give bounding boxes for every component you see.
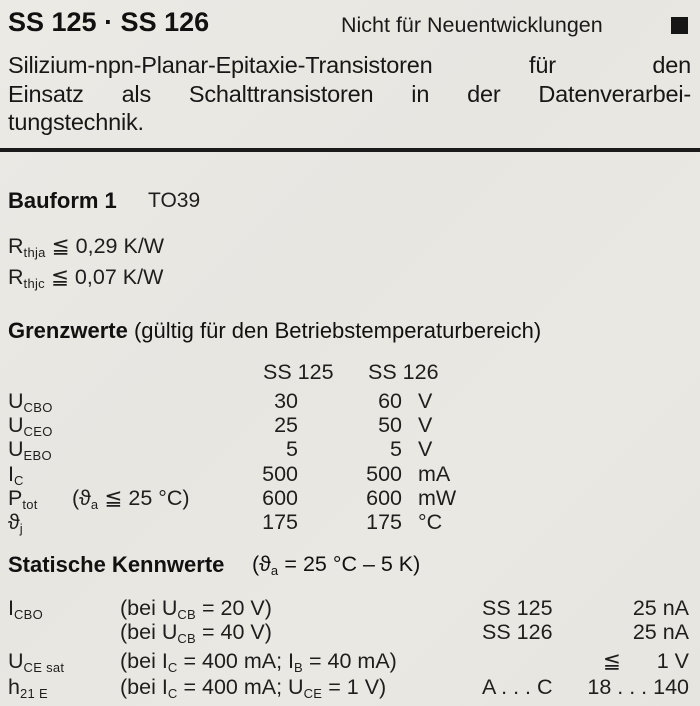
symbol-subscript: CBO (13, 607, 44, 622)
limits-row-tj (8, 510, 692, 534)
value-ss126: 175 (366, 510, 402, 534)
horizontal-rule (0, 148, 700, 152)
condition-text (120, 596, 272, 622)
symbol-subscript: CBO (23, 400, 53, 415)
value-ss125: 175 (262, 510, 298, 534)
value-ss125: 500 (262, 462, 298, 486)
value: 18 . . . 140 (587, 675, 689, 699)
thermal-resistance-block (8, 234, 164, 296)
param-symbol (8, 649, 64, 675)
condition-text (120, 675, 386, 701)
param-symbol (8, 389, 53, 415)
condition-subscript: C (167, 660, 178, 675)
param-symbol (8, 462, 24, 488)
note-subscript: a (270, 563, 279, 578)
static-row-h21e (8, 675, 692, 699)
section-title: Grenzwerte (8, 318, 128, 343)
unit-label: V (418, 413, 433, 437)
unit-label: mW (418, 486, 457, 510)
limits-row-uebo (8, 437, 692, 461)
condition-subscript: C (167, 686, 178, 701)
symbol-subscript: tot (22, 497, 38, 512)
symbol-subscript: C (13, 473, 24, 488)
limits-row-ptot (8, 486, 692, 510)
condition-text (120, 649, 397, 675)
end-of-life-marker-icon (671, 17, 688, 34)
description-paragraph (8, 51, 691, 137)
condition-subscript: B (294, 660, 304, 675)
description-line: Silizium-npn-Planar-Epitaxie-Transistoren für den (8, 52, 691, 78)
condition-part: (bei U (120, 596, 178, 620)
value-ss126: 5 (390, 437, 402, 461)
condition-part: = 400 mA; U (177, 675, 304, 699)
symbol-base: ϑ (8, 510, 20, 534)
value-ss125: 5 (286, 437, 298, 461)
symbol-base: U (8, 649, 24, 673)
symbol-subscript: 21 E (19, 686, 48, 701)
value-ss126: 50 (378, 413, 402, 437)
condition-part: (ϑ (72, 486, 91, 510)
limits-row-uceo (8, 413, 692, 437)
note-part: (ϑ (252, 552, 271, 576)
package-type: TO39 (148, 189, 201, 212)
column-header-ss125: SS 125 (263, 360, 334, 384)
symbol-base: U (8, 389, 24, 413)
thermal-resistance-ja (8, 234, 164, 265)
package-row (8, 188, 201, 214)
param-symbol (8, 596, 43, 622)
symbol-subscript: thjc (23, 276, 45, 291)
condition-text (120, 620, 272, 646)
condition-subscript: CE (303, 686, 323, 701)
symbol-base: P (8, 486, 23, 510)
condition-part: (bei I (120, 675, 168, 699)
symbol-base: I (8, 596, 14, 620)
condition-part: = 400 mA; I (177, 649, 295, 673)
unit-label: mA (418, 462, 451, 486)
param-symbol (8, 486, 38, 512)
symbol-base: R (8, 234, 24, 258)
description-line: tungstechnik. (8, 109, 144, 135)
type-label: SS 126 (482, 620, 553, 644)
unit-label: V (418, 389, 433, 413)
condition-part: ≦ 25 °C) (98, 486, 190, 510)
gain-group-range: A . . . C (482, 675, 553, 699)
param-symbol (8, 413, 53, 439)
condition-part: = 40 V) (196, 620, 272, 644)
condition-part: (bei U (120, 620, 178, 644)
page-title: SS 125 · SS 126 (8, 7, 210, 37)
condition-part: = 1 V) (322, 675, 387, 699)
param-symbol (8, 510, 23, 536)
unit-label: °C (418, 510, 443, 534)
symbol-base: h (8, 675, 20, 699)
condition-subscript: CB (177, 607, 197, 622)
section-note: (gültig für den Betriebstemperaturbereich) (127, 318, 542, 343)
condition-subscript: CB (177, 631, 197, 646)
value: 25 nA (632, 620, 689, 644)
limits-row-ucbo (8, 389, 692, 413)
param-symbol (8, 437, 52, 463)
value-ss125: 600 (262, 486, 298, 510)
thermal-resistance-jc (8, 265, 164, 296)
value: ≦ 1 V (602, 649, 689, 673)
value-ss126: 600 (366, 486, 402, 510)
thermal-value: ≦ 0,07 K/W (44, 265, 164, 289)
symbol-base: U (8, 413, 24, 437)
limits-row-ic (8, 462, 692, 486)
description-line: Einsatz als Schalttransistoren in der Datenverarbei- (8, 80, 691, 107)
type-label: SS 125 (482, 596, 553, 620)
value-ss126: 500 (366, 462, 402, 486)
static-row-icbo-ss126 (8, 620, 692, 644)
note-part: = 25 °C – 5 K) (278, 552, 421, 576)
obsolete-notice: Nicht für Neuentwicklungen (341, 13, 603, 37)
static-row-ucesat (8, 649, 692, 673)
package-label: Bauform 1 (8, 188, 117, 213)
symbol-subscript: j (19, 521, 23, 536)
section-title: Statische Kennwerte (8, 552, 225, 577)
value-ss126: 60 (378, 389, 402, 413)
symbol-base: R (8, 265, 24, 289)
symbol-subscript: CE sat (23, 660, 65, 675)
condition-part: = 20 V) (196, 596, 272, 620)
symbol-base: U (8, 437, 24, 461)
static-row-icbo-ss125 (8, 596, 692, 620)
limits-section-heading (8, 318, 541, 344)
section-note (252, 552, 420, 578)
value-ss125: 30 (274, 389, 298, 413)
symbol-subscript: EBO (23, 448, 52, 463)
condition-part: = 40 mA) (303, 649, 397, 673)
symbol-base: I (8, 462, 14, 486)
condition-text (72, 486, 190, 512)
value: 25 nA (632, 596, 689, 620)
value-ss125: 25 (274, 413, 298, 437)
param-symbol (8, 675, 48, 701)
condition-subscript: a (90, 497, 99, 512)
thermal-value: ≦ 0,29 K/W (45, 234, 165, 258)
symbol-subscript: thja (23, 245, 46, 260)
condition-part: (bei I (120, 649, 168, 673)
static-section-heading (8, 552, 421, 578)
column-header-ss126: SS 126 (368, 360, 439, 384)
unit-label: V (418, 437, 433, 461)
symbol-subscript: CEO (23, 424, 53, 439)
